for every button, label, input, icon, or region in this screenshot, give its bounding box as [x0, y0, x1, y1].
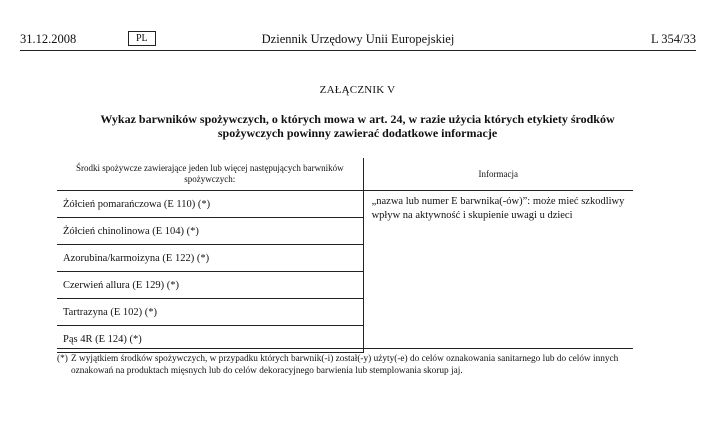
publication-date: 31.12.2008: [20, 32, 77, 46]
dye-cell: Czerwień allura (E 129) (*): [57, 272, 363, 299]
journal-title: Dziennik Urzędowy Unii Europejskiej: [261, 32, 455, 46]
language-badge: PL: [128, 31, 156, 46]
dye-cell: Żółcień chinolinowa (E 104) (*): [57, 218, 363, 245]
dye-cell: Pąs 4R (E 124) (*): [57, 326, 363, 353]
information-cell: „nazwa lub numer E barwnika(-ów)”: może mieć szkodliwy wpływ na aktywność i skupienie uwagi u dzieci: [371, 196, 625, 221]
footnote-text: Z wyjątkiem środków spożywczych, w przypadku których barwnik(-i) został(-y) użyty(-e) do celów oznakowania sanitarnego lub do celów innych oznakowań na produktach mięsnych lub do celów dekoracyjnego barwienia lub stemplowania skorup jaj.: [71, 354, 619, 376]
column-header-foodstuffs: Środki spożywcze zawierające jeden lub więcej następujących barwników spożywczych:: [57, 158, 363, 191]
footnote: [57, 353, 633, 377]
annex-label: ZAŁĄCZNIK V: [319, 84, 396, 96]
dyes-table: [57, 158, 633, 353]
footnote-divider: [57, 348, 633, 349]
document-title: Wykaz barwników spożywczych, o których mowa w art. 24, w razie użycia których etykiety środków spożywczych powinny zawierać dodatkowe informacje: [100, 112, 615, 140]
dye-cell: Tartrazyna (E 102) (*): [57, 299, 363, 326]
page-header: [20, 30, 696, 51]
dye-cell: Azorubina/karmoizyna (E 122) (*): [57, 245, 363, 272]
column-header-information: Informacja: [363, 158, 633, 191]
footnote-mark: (*): [57, 354, 68, 364]
page-reference: L 354/33: [650, 32, 696, 46]
table-header-row: [57, 158, 633, 191]
table-row: [57, 191, 633, 218]
dye-cell: Żółcień pomarańczowa (E 110) (*): [57, 191, 363, 218]
